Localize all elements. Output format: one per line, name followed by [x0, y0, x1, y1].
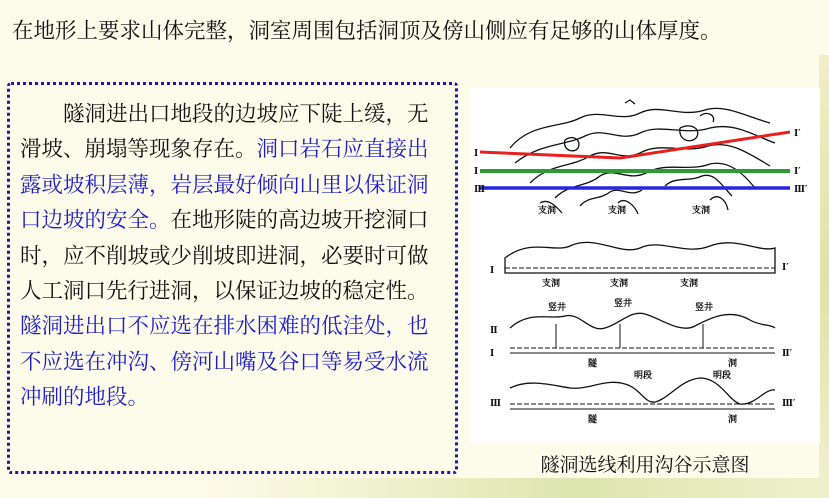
sec2-left-label: I [490, 349, 495, 359]
tunnel-route-diagram [470, 88, 820, 443]
plan-label-left-2: I [474, 167, 479, 177]
plan-label-left-1: I [474, 149, 479, 159]
plan-branch-label-2: 支洞 [608, 206, 627, 216]
sentence-slope: 隧洞进出口地段的边坡应下陡上缓，无滑坡、崩塌等现象存在。 [20, 102, 429, 163]
open-section-label-2: 明段 [713, 371, 732, 381]
sec1-branch-2: 支洞 [610, 279, 629, 289]
heading-sentence: 在地形上要求山体完整，洞室周围包括洞顶及傍山侧应有足够的山体厚度。 [12, 19, 722, 44]
sec1-right-label: I′ [782, 263, 789, 273]
right-decor-strip [819, 55, 829, 498]
contour-lines [510, 100, 775, 214]
plan-label-left-3: Ⅲ [474, 185, 485, 195]
shaft-label-3: 竖井 [695, 303, 714, 313]
sec3-tunnel-b: 洞 [728, 415, 738, 425]
sentence-steep-slope: 在地形陡的高边坡开挖洞口时，应不削坡或少削坡即进洞，必要时可做人工洞口先行进洞，以保证边坡的稳定性。 [20, 208, 429, 305]
sentence-rock-highlight: 洞口岩石应直接出露或坡积层薄，岩层最好倾向山里以保证洞口边坡的安全。 [20, 137, 429, 234]
sec1-branch-1: 支洞 [542, 279, 561, 289]
sec1-branch-3: 支洞 [680, 279, 699, 289]
tunnel-route-figure [470, 88, 820, 443]
plan-label-right-3: Ⅲ′ [794, 185, 808, 195]
section-2 [490, 297, 793, 369]
dotted-text-box [7, 82, 458, 474]
sec3-tunnel-a: 隧 [588, 415, 598, 425]
plan-branch-label-3: 支洞 [692, 206, 711, 216]
sec1-left-label: I [490, 266, 495, 276]
plan-label-right-2: I′ [794, 167, 801, 177]
sec2-left-mark: Ⅱ [490, 326, 498, 336]
figure-caption: 隧洞选线利用沟谷示意图 [540, 454, 750, 476]
section-3 [490, 369, 796, 425]
paragraph [20, 97, 449, 416]
sentence-drainage-highlight: 隧洞进出口不应选在排水困难的低洼处，也不应选在冲沟、傍河山嘴及谷口等易受水流冲刷的地段。 [20, 314, 429, 411]
sec2-right-label: Ⅱ′ [782, 349, 792, 359]
shaft-label-2: 竖井 [614, 299, 633, 309]
sec2-tunnel-a: 隧 [588, 359, 598, 369]
plan-branch-label-1: 支洞 [538, 206, 557, 216]
sec2-tunnel-b: 洞 [728, 359, 738, 369]
plan-label-right-1: I′ [794, 129, 801, 139]
open-section-label-1: 明段 [634, 371, 653, 381]
route-line-red [480, 132, 790, 158]
sec3-right-label: Ⅲ′ [782, 399, 796, 409]
bottom-decor-strip [200, 478, 829, 498]
section-1 [490, 242, 789, 289]
shaft-label-1: 竖井 [548, 303, 567, 313]
sec3-left-label: Ⅲ [490, 399, 501, 409]
